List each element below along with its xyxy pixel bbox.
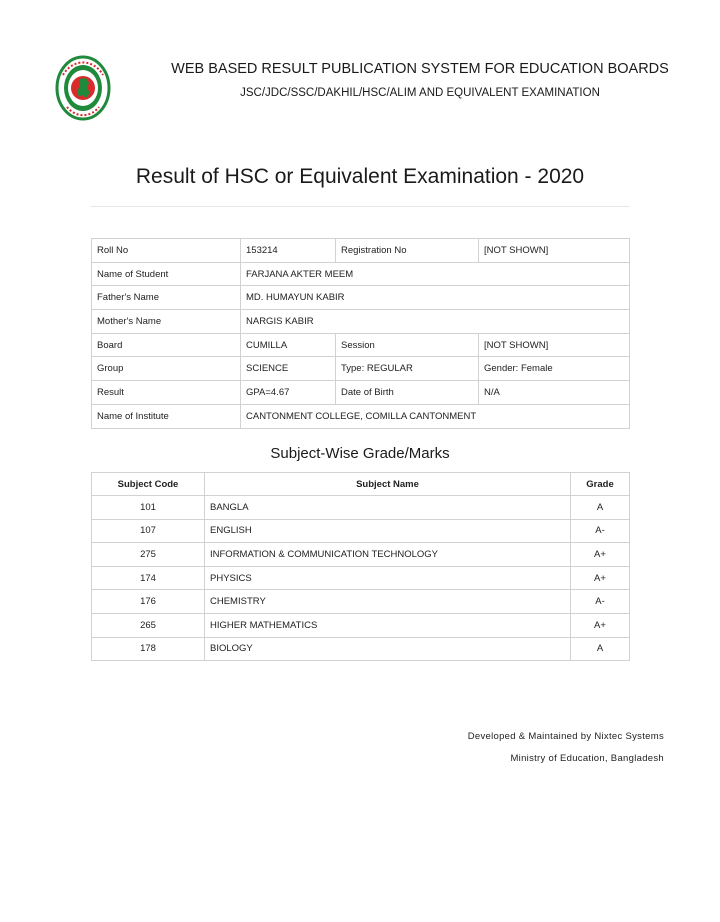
table-row <box>92 566 630 590</box>
type-value: Type: REGULAR <box>336 357 479 381</box>
footer-developer: Developed & Maintained by Nixtec Systems <box>467 731 664 742</box>
institute-label: Name of Institute <box>92 404 241 428</box>
roll-value: 153214 <box>241 239 336 263</box>
table-row <box>92 333 630 357</box>
subject-code: 178 <box>92 637 205 661</box>
subject-name: ENGLISH <box>205 519 571 543</box>
grades-table <box>91 472 630 661</box>
divider <box>90 206 630 207</box>
table-row <box>92 381 630 405</box>
dob-value: N/A <box>479 381 630 405</box>
gender-value: Gender: Female <box>479 357 630 381</box>
student-name-label: Name of Student <box>92 262 241 286</box>
grades-title: Subject-Wise Grade/Marks <box>270 445 450 462</box>
table-row <box>92 613 630 637</box>
table-row <box>92 310 630 334</box>
header-subject-name: Subject Name <box>205 473 571 496</box>
board-label: Board <box>92 333 241 357</box>
subject-grade: A+ <box>571 613 630 637</box>
header-grade: Grade <box>571 473 630 496</box>
group-label: Group <box>92 357 241 381</box>
table-row <box>92 262 630 286</box>
result-value: GPA=4.67 <box>241 381 336 405</box>
subject-grade: A <box>571 496 630 520</box>
footer-ministry: Ministry of Education, Bangladesh <box>510 753 664 764</box>
group-value: SCIENCE <box>241 357 336 381</box>
subject-name: INFORMATION & COMMUNICATION TECHNOLOGY <box>205 543 571 567</box>
institute-value: CANTONMENT COLLEGE, COMILLA CANTONMENT <box>241 404 630 428</box>
student-info-table <box>91 238 630 429</box>
father-name-value: MD. HUMAYUN KABIR <box>241 286 630 310</box>
table-header-row <box>92 473 630 496</box>
roll-label: Roll No <box>92 239 241 263</box>
subject-grade: A- <box>571 590 630 614</box>
table-row <box>92 590 630 614</box>
subject-code: 176 <box>92 590 205 614</box>
subject-code: 101 <box>92 496 205 520</box>
page-title: Result of HSC or Equivalent Examination - 2020 <box>135 165 585 188</box>
mother-name-value: NARGIS KABIR <box>241 310 630 334</box>
table-row <box>92 519 630 543</box>
table-row <box>92 239 630 263</box>
header-subject-code: Subject Code <box>92 473 205 496</box>
student-name-value: FARJANA AKTER MEEM <box>241 262 630 286</box>
table-row <box>92 404 630 428</box>
father-name-label: Father's Name <box>92 286 241 310</box>
subject-code: 275 <box>92 543 205 567</box>
government-seal-logo <box>55 55 111 121</box>
mother-name-label: Mother's Name <box>92 310 241 334</box>
subject-grade: A- <box>571 519 630 543</box>
subject-code: 265 <box>92 613 205 637</box>
subject-name: HIGHER MATHEMATICS <box>205 613 571 637</box>
table-row <box>92 637 630 661</box>
board-value: CUMILLA <box>241 333 336 357</box>
subject-grade: A+ <box>571 566 630 590</box>
table-row <box>92 357 630 381</box>
session-value: [NOT SHOWN] <box>479 333 630 357</box>
header-title: WEB BASED RESULT PUBLICATION SYSTEM FOR EDUCATION BOARDS <box>171 61 669 77</box>
subject-grade: A <box>571 637 630 661</box>
subject-name: BANGLA <box>205 496 571 520</box>
table-row <box>92 286 630 310</box>
subject-name: BIOLOGY <box>205 637 571 661</box>
session-label: Session <box>336 333 479 357</box>
header-subtitle: JSC/JDC/SSC/DAKHIL/HSC/ALIM AND EQUIVALENT EXAMINATION <box>240 87 600 99</box>
subject-grade: A+ <box>571 543 630 567</box>
registration-value: [NOT SHOWN] <box>479 239 630 263</box>
dob-label: Date of Birth <box>336 381 479 405</box>
registration-label: Registration No <box>336 239 479 263</box>
table-row <box>92 543 630 567</box>
subject-name: PHYSICS <box>205 566 571 590</box>
table-row <box>92 496 630 520</box>
result-label: Result <box>92 381 241 405</box>
subject-code: 107 <box>92 519 205 543</box>
subject-name: CHEMISTRY <box>205 590 571 614</box>
subject-code: 174 <box>92 566 205 590</box>
